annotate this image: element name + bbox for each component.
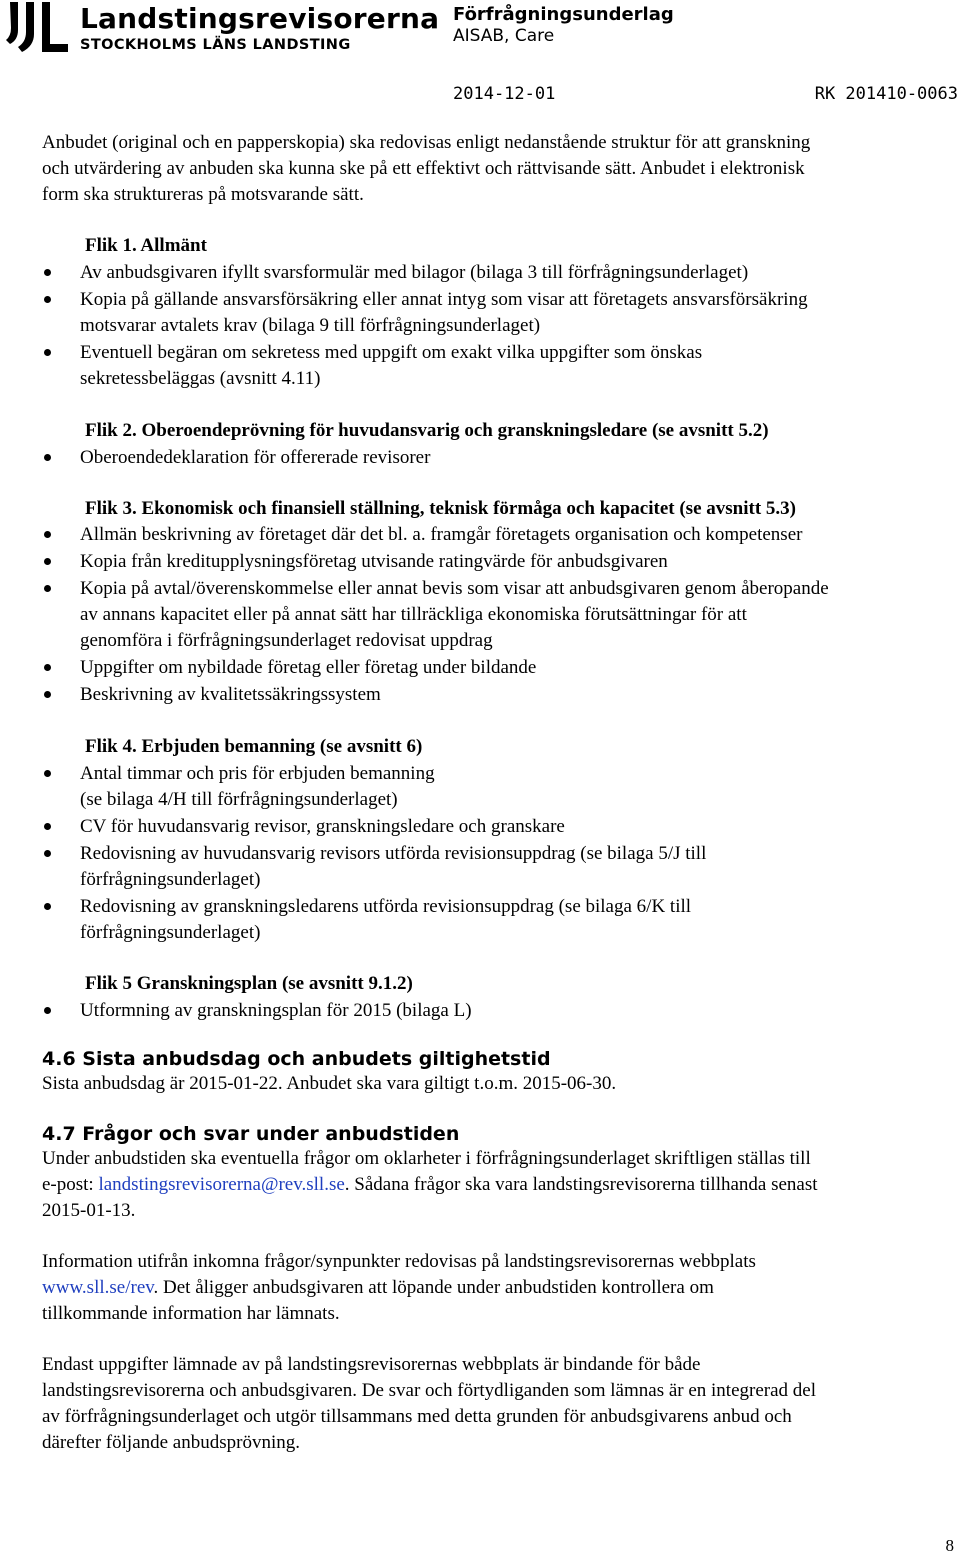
intro-line: form ska struktureras på motsvarande sätt.: [42, 184, 364, 205]
flik3-title: Flik 3. Ekonomisk och finansiell ställning, teknisk förmåga och kapacitet (se avsnitt 5.3): [85, 498, 796, 519]
section-4-7-paragraph-3: Endast uppgifter lämnade av på landstingsrevisorernas webbplats är bindande för både landstingsrevisorerna och anbudsgivaren. De svar och förtydliganden som lämnas är en integrerad del av förfrågningsunderlaget och utgör tillsammans med detta grunden för anbudsgivarens anbud och därefter följande anbudsprövning.: [42, 1354, 816, 1453]
flik2-title: Flik 2. Oberoendeprövning för huvudansvarig och granskningsledare (se avsnitt 5.2): [85, 420, 769, 441]
logo-title: Landstingsrevisorerna: [80, 2, 440, 35]
flik5-title: Flik 5 Granskningsplan (se avsnitt 9.1.2): [85, 973, 413, 994]
website-link[interactable]: www.sll.se/rev: [42, 1277, 154, 1298]
bullet-icon: [44, 850, 51, 857]
section-heading-4-7: 4.7 Frågor och svar under anbudstiden: [42, 1123, 460, 1145]
page-number: 8: [945, 1536, 954, 1555]
logo-mark-icon: [4, 0, 72, 54]
document-type: Förfrågningsunderlag: [453, 4, 674, 25]
bullet-icon: [44, 903, 51, 910]
bullet-icon: [44, 691, 51, 698]
bullet-icon: [44, 454, 51, 461]
client-name: AISAB, Care: [453, 26, 555, 46]
bullet-icon: [44, 1007, 51, 1014]
document-date: 2014-12-01: [453, 84, 556, 104]
section-heading-4-6: 4.6 Sista anbudsdag och anbudets giltighetstid: [42, 1048, 551, 1070]
bullet-icon: [44, 770, 51, 777]
bullet-icon: [44, 269, 51, 276]
bullet-icon: [44, 349, 51, 356]
bullet-icon: [44, 296, 51, 303]
email-link[interactable]: landstingsrevisorerna@rev.sll.se: [98, 1174, 345, 1195]
intro-line: och utvärdering av anbuden ska kunna ske på ett effektivt och rättvisande sätt. Anbudet i elektronisk: [42, 158, 805, 179]
bullet-icon: [44, 664, 51, 671]
bullet-icon: [44, 823, 51, 830]
document-reference: RK 201410-0063: [814, 84, 958, 104]
logo-subtitle: STOCKHOLMS LÄNS LANDSTING: [80, 37, 351, 53]
intro-paragraph: [42, 130, 952, 208]
intro-line: Anbudet (original och en papperskopia) ska redovisas enligt nedanstående struktur för att granskning: [42, 132, 811, 153]
section-4-7-paragraph-2: Information utifrån inkomna frågor/synpunkter redovisas på landstingsrevisorernas webbplats www.sll.se/rev. Det åligger anbudsgivaren att löpande under anbudstiden kontrollera om tillkommande information har lämnats.: [42, 1251, 756, 1324]
section-4-7-paragraph-1: Under anbudstiden ska eventuella frågor om oklarheter i förfrågningsunderlaget skriftligen ställas till e-post: landstingsrevisorerna@rev.sll.se. Sådana frågor ska vara landstingsrevisorerna tillhanda senast 2015-01-13.: [42, 1148, 818, 1221]
flik4-title: Flik 4. Erbjuden bemanning (se avsnitt 6): [85, 736, 423, 757]
bullet-icon: [44, 585, 51, 592]
section-4-6-text: Sista anbudsdag är 2015-01-22. Anbudet ska vara giltigt t.o.m. 2015-06-30.: [42, 1073, 617, 1094]
bullet-icon: [44, 558, 51, 565]
bullet-icon: [44, 531, 51, 538]
flik1-title: Flik 1. Allmänt: [85, 235, 207, 256]
